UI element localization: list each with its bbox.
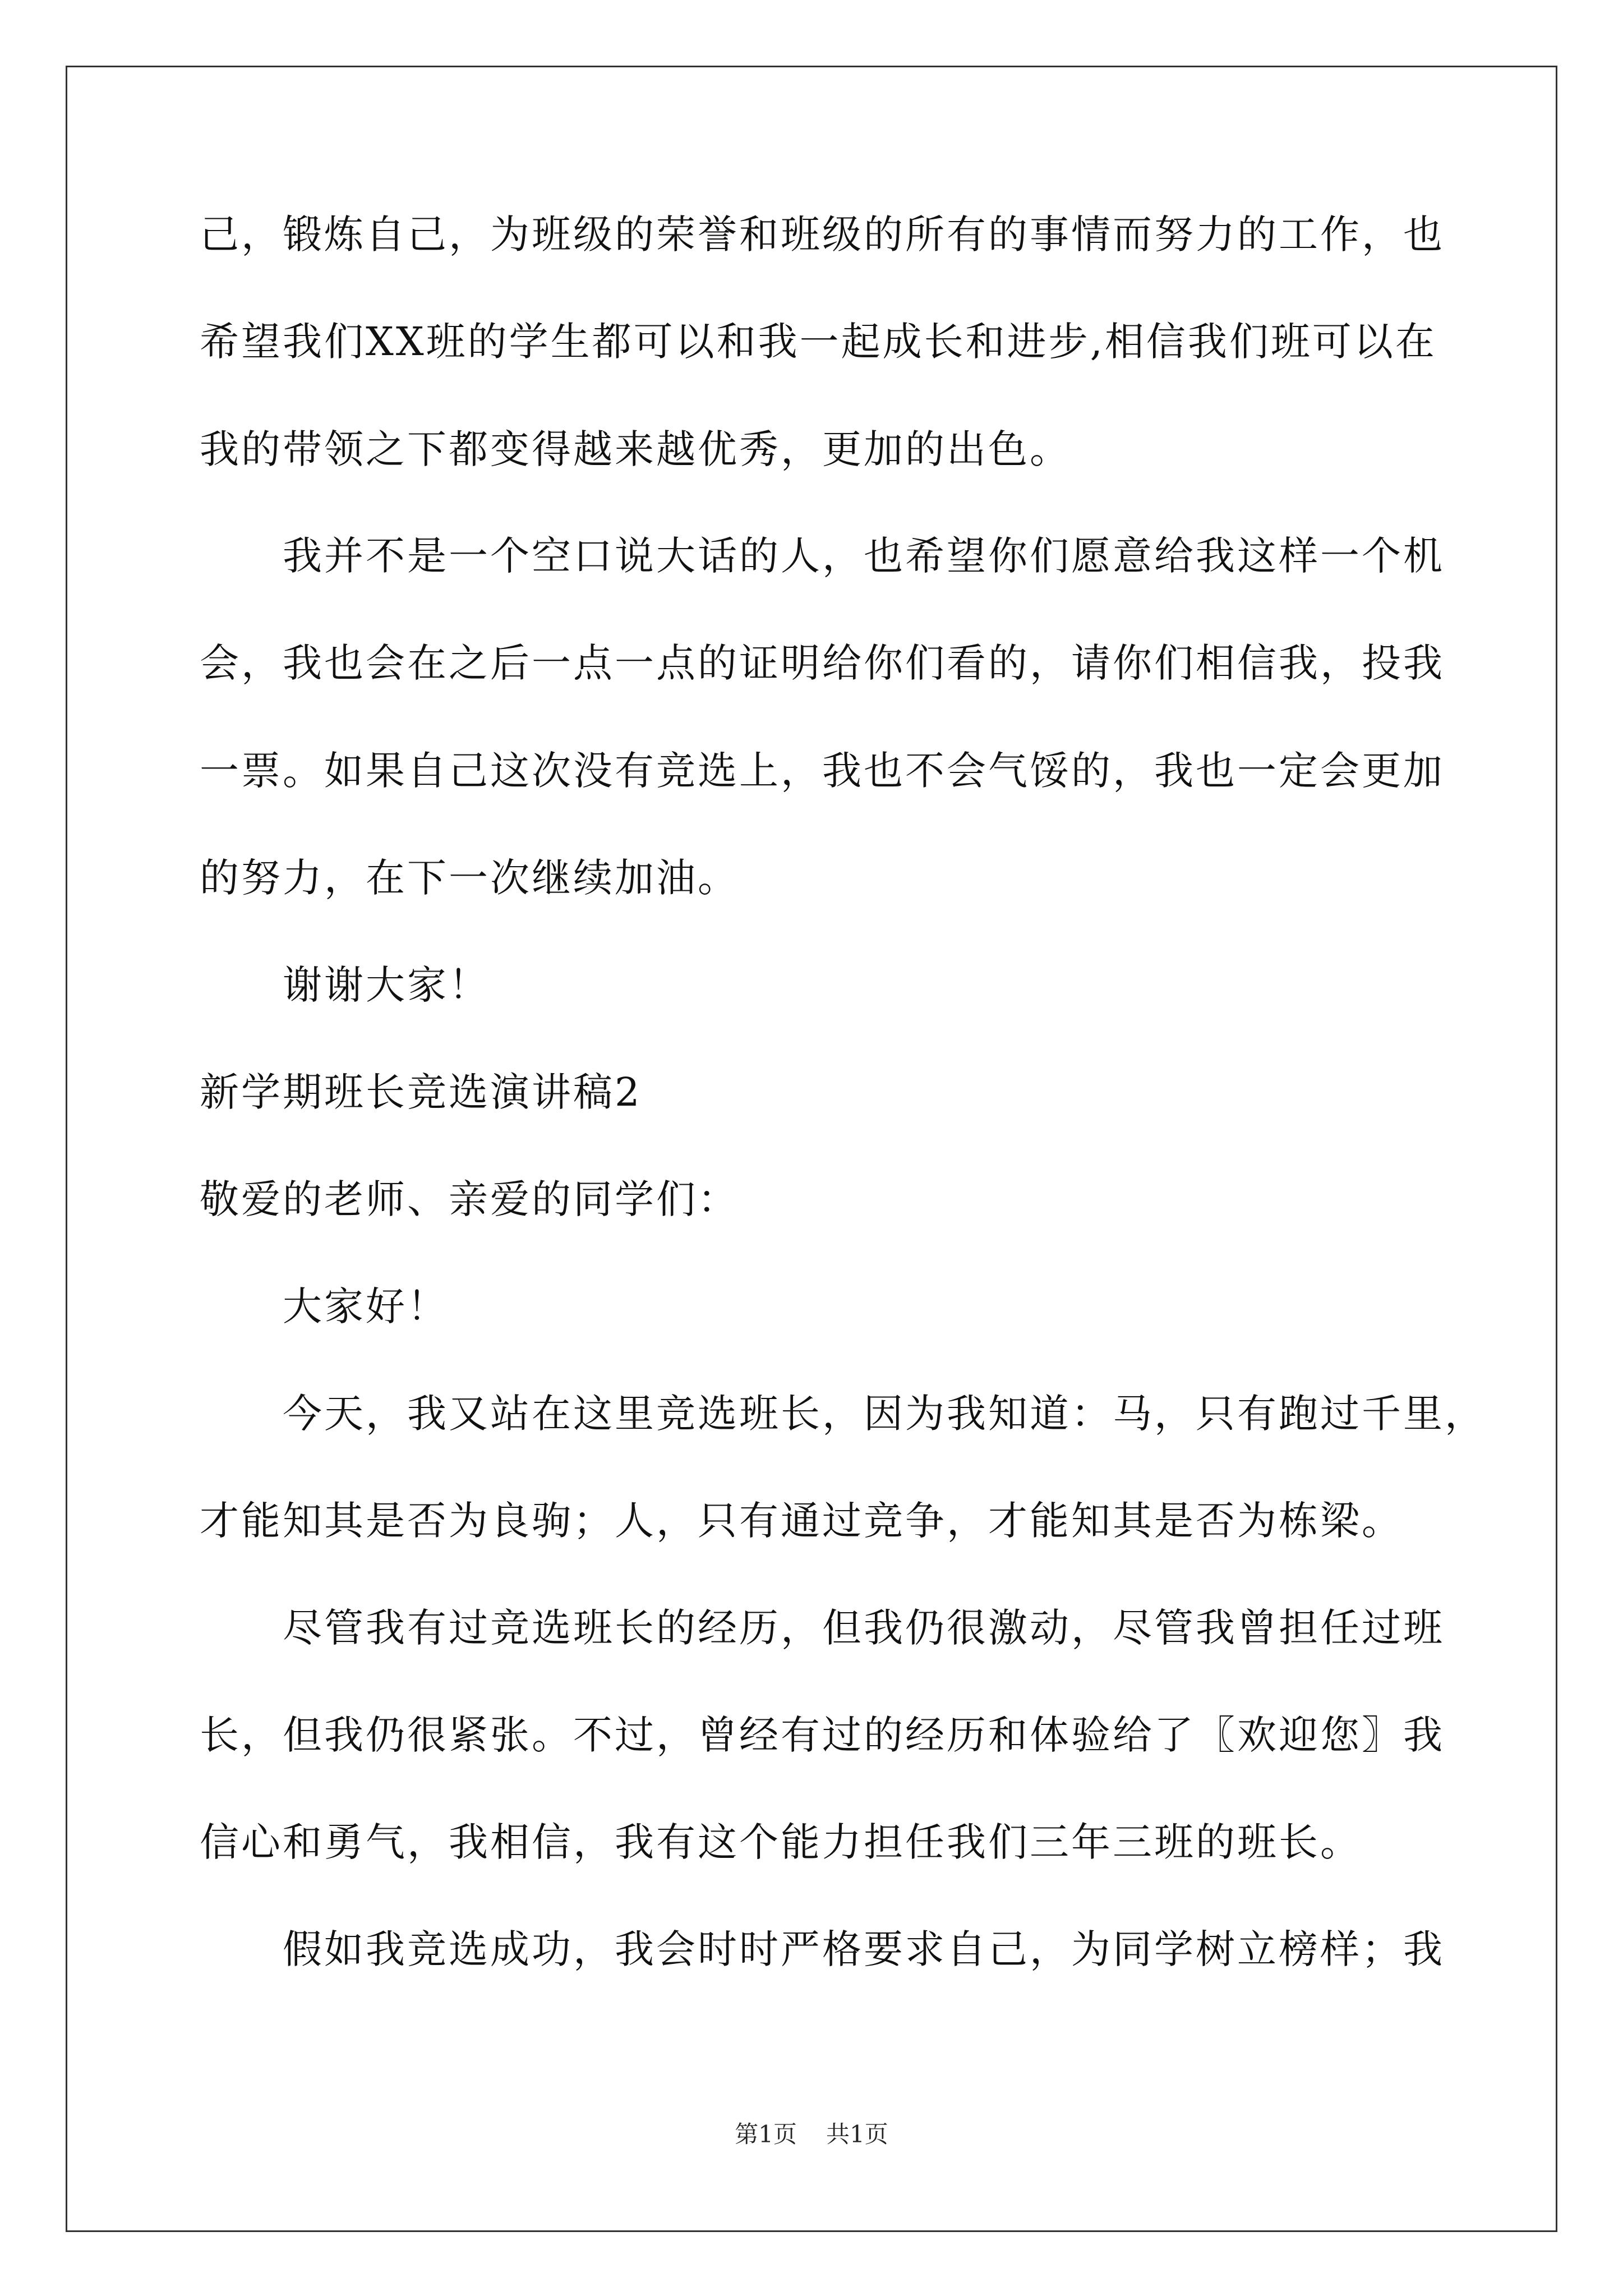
text-line: 的努力，在下一次继续加油。: [200, 855, 739, 901]
text-line: 信心和勇气，我相信，我有这个能力担任我们三年三班的班长。: [200, 1819, 1362, 1865]
text-line: 希望我们XX班的学生都可以和我一起成长和进步,相信我们班可以在: [200, 319, 1437, 365]
page-number: 第1页: [735, 2120, 797, 2148]
salutation: 敬爱的老师、亲爱的同学们：: [200, 1176, 739, 1222]
paragraph-start: 今天，我又站在这里竞选班长，因为我知道：马，只有跑过千里，: [283, 1391, 1486, 1437]
greeting: 大家好！: [283, 1283, 449, 1329]
paragraph-start: 我并不是一个空口说大话的人，也希望你们愿意给我这样一个机: [283, 533, 1445, 579]
text-line: 长，但我仍很紧张。不过，曾经有过的经历和体验给了〖欢迎您〗我: [200, 1712, 1445, 1758]
paragraph-start: 谢谢大家！: [283, 962, 490, 1008]
section-title: 新学期班长竞选演讲稿2: [200, 1069, 642, 1115]
page-footer: [0, 2118, 1623, 2151]
page-border: [66, 66, 1557, 2232]
text-line: 才能知其是否为良驹；人，只有通过竞争，才能知其是否为栋梁。: [200, 1498, 1403, 1544]
text-line: 己，锻炼自己，为班级的荣誉和班级的所有的事情而努力的工作，也: [200, 211, 1445, 257]
paragraph-start: 尽管我有过竞选班长的经历，但我仍很激动，尽管我曾担任过班: [283, 1605, 1445, 1651]
page-total: 共1页: [826, 2120, 888, 2148]
paragraph-start: 假如我竞选成功，我会时时严格要求自己，为同学树立榜样；我: [283, 1926, 1445, 1972]
text-line: 会，我也会在之后一点一点的证明给你们看的，请你们相信我，投我: [200, 640, 1445, 686]
text-line: 一票。如果自己这次没有竞选上，我也不会气馁的，我也一定会更加: [200, 748, 1445, 794]
text-line: 我的带领之下都变得越来越优秀，更加的出色。: [200, 426, 1071, 472]
